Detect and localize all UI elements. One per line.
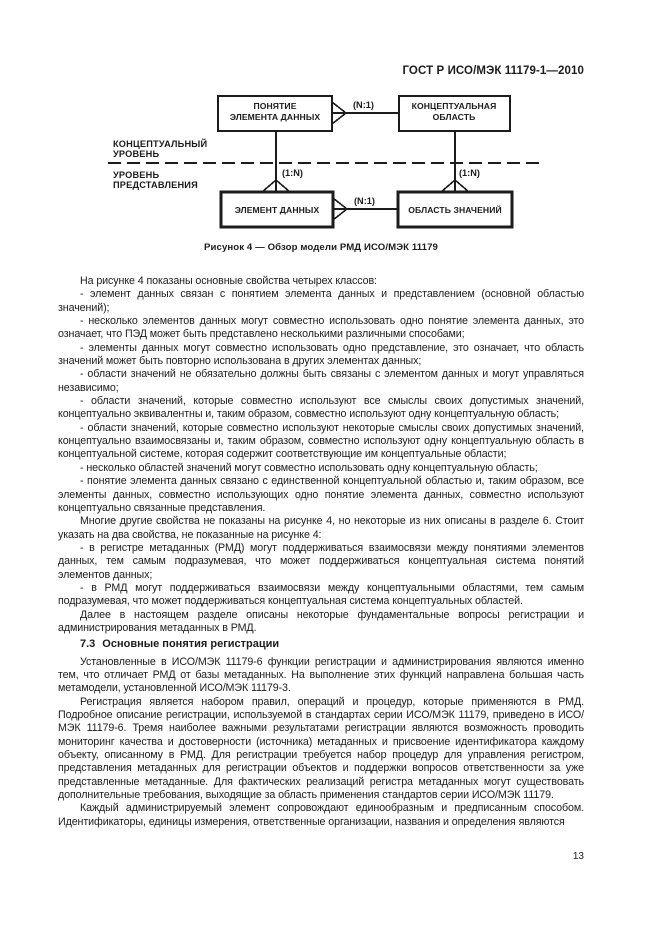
section-heading bbox=[58, 638, 584, 651]
section-heading-title: Основные понятия регистрации bbox=[102, 638, 280, 651]
data-element-concept-label: ПОНЯТИЕ bbox=[253, 101, 297, 111]
paragraph: Далее в настоящем разделе описаны некоторые фундаментальные вопросы регистрации и администрирования метаданных в РМД. bbox=[58, 608, 584, 634]
representation-level-label: УРОВЕНЬ bbox=[113, 170, 160, 180]
list-item-paragraph: - в РМД могут поддерживаться взаимосвязи между концептуальными областями, тем самым подразумевая, что может поддерживаться концептуальная система концептуальных областей. bbox=[58, 581, 584, 608]
cardinality-label-bottom: (N:1) bbox=[354, 196, 375, 206]
document-header: ГОСТ Р ИСО/МЭК 11179-1—2010 bbox=[402, 65, 584, 77]
paragraph: Многие другие свойства не показаны на рисунке 4, но некоторые из них описаны в разделе 6. Стоит указать на два свойства, не показанные на рисунке 4: bbox=[58, 515, 584, 541]
cardinality-label-right: (1:N) bbox=[459, 168, 480, 178]
list-item-paragraph: - области значений, которые совместно используют некоторые смыслы своих допустимых значений, концептуально взаимосвязаны и, таким образом, совместно используют одну концептуальную область в концептуальной системе, которая содержит соответствующие им концептуальные области; bbox=[58, 421, 584, 461]
list-item-paragraph: - элемент данных связан с понятием элемента данных и представлением (основной областью значений); bbox=[58, 288, 584, 314]
list-item-paragraph: - элементы данных могут совместно использовать одно представление, это означает, что область значений может быть повторно использована в других элементах данных; bbox=[58, 341, 584, 368]
connector-dec-to-de bbox=[262, 131, 290, 192]
conceptual-level-label-line2: УРОВЕНЬ bbox=[113, 149, 160, 159]
paragraph: Каждый администрируемый элемент сопровождают единообразным и предписанным способом. Идентификаторы, единицы измерения, ответственные организации, названия и определения являются bbox=[58, 802, 584, 828]
connector-cd-to-vd bbox=[441, 131, 469, 192]
body-text bbox=[58, 275, 584, 829]
data-element-label: ЭЛЕМЕНТ ДАННЫХ bbox=[234, 205, 320, 215]
list-item-paragraph: - области значений не обязательно должны быть связаны с элементом данных и могут управляться независимо; bbox=[58, 368, 584, 394]
list-item-paragraph: - в регистре метаданных (РМД) могут поддерживаться взаимосвязи между понятиями элементов данных, тем самым подразумевая, что может поддерживаться концептуальная система понятий элементов данных; bbox=[58, 541, 584, 581]
conceptual-domain-label: КОНЦЕПТУАЛЬНАЯ bbox=[411, 101, 497, 111]
paragraph: На рисунке 4 показаны основные свойства четырех классов: bbox=[80, 275, 377, 287]
section-heading-number: 7.3 bbox=[80, 638, 96, 651]
page-number: 13 bbox=[572, 851, 584, 862]
paragraph: Установленные в ИСО/МЭК 11179-6 функции регистрации и администрирования являются именно тем, что отличает РМД от базы метаданных. На выполнение этих функций направлена большая часть метамодели, установленной ИСО/МЭК 11179-3. bbox=[58, 655, 584, 695]
figure-caption: Рисунок 4 — Обзор модели РМД ИСО/МЭК 11179 bbox=[204, 242, 438, 253]
list-item-paragraph: - несколько областей значений могут совместно использовать одну концептуальную область; bbox=[80, 461, 538, 474]
representation-level-label-line2: ПРЕДСТАВЛЕНИЯ bbox=[113, 180, 198, 190]
paragraph: Регистрация является набором правил, операций и процедур, которые применяются в РМД. Подробное описание регистрации, используемой в стандартах серии ИСО/МЭК 11179, приведено в ИСО/МЭК 11179-6. Тремя наиболее важными результатами регистрации являются возможность проводить мониторинг качества и достоверности (источника) метаданных и присвоение идентификатора каждому объекту, описанному в РМД. Для регистрации требуется набор процедур для управления регистром, представления метаданных для регистрации объектов и поддержки вопросов ответственности за уже представленные метаданные. Для фактических реализаций регистра метаданных могут существовать дополнительные требования, выходящие за область применения стандартов серии ИСО/МЭК 11179. bbox=[58, 695, 584, 802]
conceptual-level-label: КОНЦЕПТУАЛЬНЫЙ bbox=[113, 139, 208, 149]
conceptual-domain-label-line2: ОБЛАСТЬ bbox=[432, 112, 476, 122]
cardinality-label-top: (N:1) bbox=[353, 100, 374, 110]
list-item-paragraph: - области значений, которые совместно используют все смыслы своих допустимых значений, концептуально эквивалентны и, таким образом, совместно используют одну концептуальную область; bbox=[58, 395, 584, 421]
value-domain-label: ОБЛАСТЬ ЗНАЧЕНИЙ bbox=[408, 205, 502, 215]
list-item-paragraph: - несколько элементов данных могут совместно использовать одно понятие элемента данных, это означает, что ПЭД может быть представлено несколькими различными способами; bbox=[58, 315, 584, 341]
list-item-paragraph: - понятие элемента данных связано с единственной концептуальной областью и, таким образом, все элементы данных, совместно использующих одно понятие элемента данных, совместно используют концептуально связанные представления. bbox=[58, 475, 584, 514]
cardinality-label-left: (1:N) bbox=[282, 168, 303, 178]
data-element-concept-label-line2: ЭЛЕМЕНТА ДАННЫХ bbox=[229, 112, 321, 122]
figure-diagram bbox=[100, 88, 560, 240]
